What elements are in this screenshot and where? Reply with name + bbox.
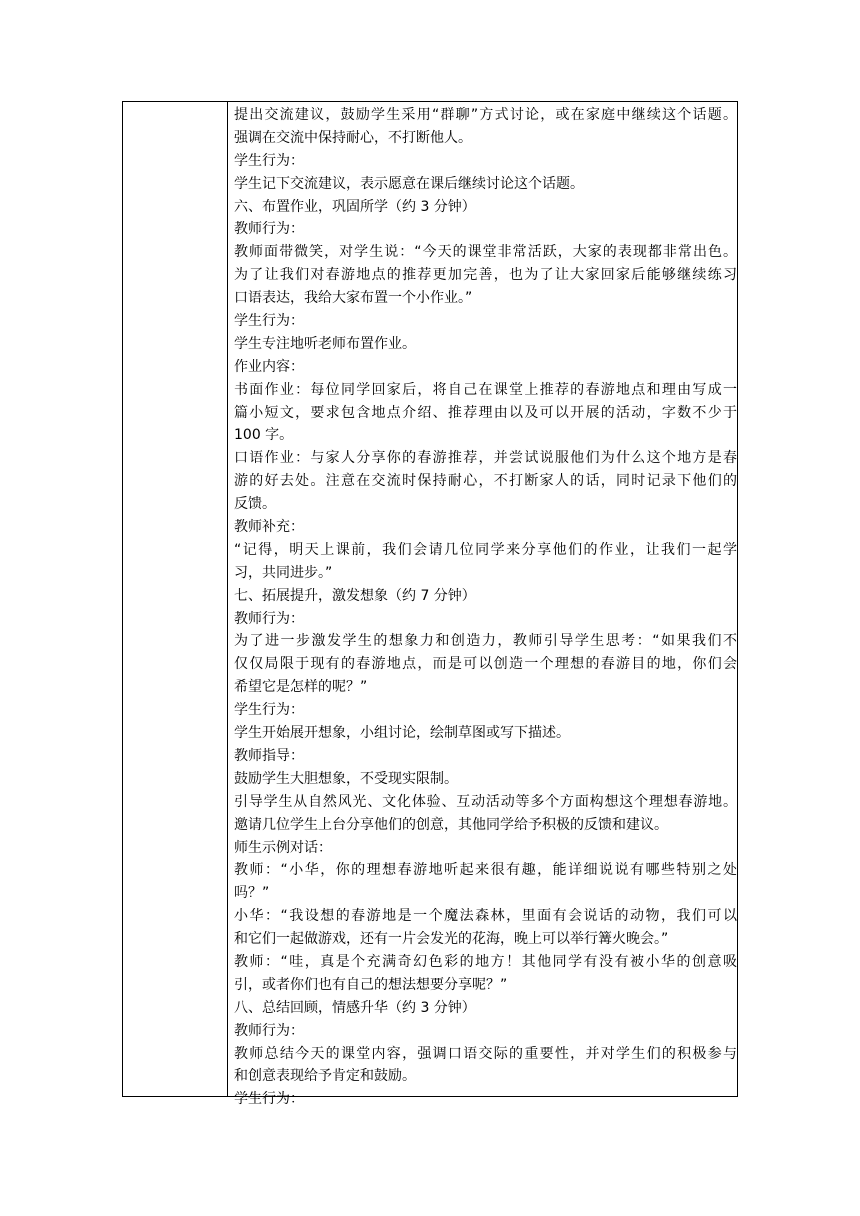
text-line: 和创意表现给予肯定和鼓励。	[234, 1068, 416, 1085]
text-line: 引导学生从自然风光、文化体验、互动活动等多个方面构想这个理想春游地。	[234, 793, 737, 810]
text-line: 为了进一步激发学生的想象力和创造力，教师引导学生思考：“如果我们不	[234, 633, 737, 650]
text-line: 学生记下交流建议，表示愿意在课后继续讨论这个话题。	[234, 175, 584, 192]
text-line: 教师：“小华，你的理想春游地听起来很有趣，能详细说说有哪些特别之处	[234, 862, 737, 879]
text-line: 游的好去处。注意在交流时保持耐心，不打断家人的话，同时记录下他们的	[234, 473, 737, 490]
text-line: 教师总结今天的课堂内容，强调口语交际的重要性，并对学生们的积极参与	[234, 1045, 737, 1062]
text-line: 篇小短文，要求包含地点介绍、推荐理由以及可以开展的活动，字数不少于	[234, 404, 737, 421]
text-line: 学生专注地听老师布置作业。	[234, 335, 416, 352]
text-line: 习，共同进步。”	[234, 564, 333, 581]
text-line: 教师补充：	[234, 519, 304, 536]
text-line: 引，或者你们也有自己的想法想要分享呢？”	[234, 976, 508, 993]
lesson-plan-table	[122, 101, 738, 1108]
text-line: 希望它是怎样的呢？”	[234, 679, 368, 696]
text-line: 学生行为：	[234, 702, 304, 719]
text-line: 师生示例对话：	[234, 839, 332, 856]
text-line: 学生开始展开想象，小组讨论，绘制草图或写下描述。	[234, 725, 570, 742]
text-line: 吗？”	[234, 885, 270, 902]
text-line: 仅仅局限于现有的春游地点，而是可以创造一个理想的春游目的地，你们会	[234, 656, 737, 673]
lesson-content-cell	[234, 104, 737, 1108]
text-line: 提出交流建议，鼓励学生采用“群聊”方式讨论，或在家庭中继续这个话题。	[234, 107, 737, 123]
text-line: 作业内容：	[234, 358, 304, 375]
left-column-cell	[123, 102, 228, 1096]
text-line: 八、总结回顾，情感升华（约 3 分钟）	[234, 999, 476, 1016]
text-line: 教师行为：	[234, 610, 304, 627]
text-line: 口语作业：与家人分享你的春游推荐，并尝试说服他们为什么这个地方是春	[234, 450, 737, 467]
text-line: 教师面带微笑，对学生说：“今天的课堂非常活跃，大家的表现都非常出色。	[234, 244, 737, 261]
text-line: 学生行为：	[234, 152, 304, 169]
text-line: 强调在交流中保持耐心，不打断他人。	[234, 129, 472, 146]
text-line: 为了让我们对春游地点的推荐更加完善，也为了让大家回家后能够继续练习	[234, 267, 737, 284]
text-line: “记得，明天上课前，我们会请几位同学来分享他们的作业，让我们一起学	[234, 541, 737, 558]
text-line: 教师：“哇，真是个充满奇幻色彩的地方！其他同学有没有被小华的创意吸	[234, 953, 737, 970]
text-line: 六、布置作业，巩固所学（约 3 分钟）	[234, 198, 476, 215]
text-line: 教师行为：	[234, 1022, 304, 1039]
text-line: 和它们一起做游戏，还有一片会发光的花海，晚上可以举行篝火晚会。”	[234, 931, 669, 948]
text-line: 学生行为：	[234, 313, 304, 330]
text-line: 教师指导：	[234, 747, 304, 764]
text-line: 100 字。	[234, 427, 294, 444]
text-line: 鼓励学生大胆想象，不受现实限制。	[234, 770, 458, 787]
text-line: 教师行为：	[234, 221, 304, 238]
text-line: 口语表达，我给大家布置一个小作业。”	[234, 290, 473, 307]
text-line: 书面作业：每位同学回家后，将自己在课堂上推荐的春游地点和理由写成一	[234, 381, 737, 398]
text-line: 学生行为：	[234, 1091, 304, 1108]
text-line: 七、拓展提升，激发想象（约 7 分钟）	[234, 587, 476, 604]
text-line: 邀请几位学生上台分享他们的创意，其他同学给予积极的反馈和建议。	[234, 816, 668, 833]
text-line: 小华：“我设想的春游地是一个魔法森林，里面有会说话的动物，我们可以	[234, 908, 737, 925]
text-line: 反馈。	[234, 496, 276, 513]
